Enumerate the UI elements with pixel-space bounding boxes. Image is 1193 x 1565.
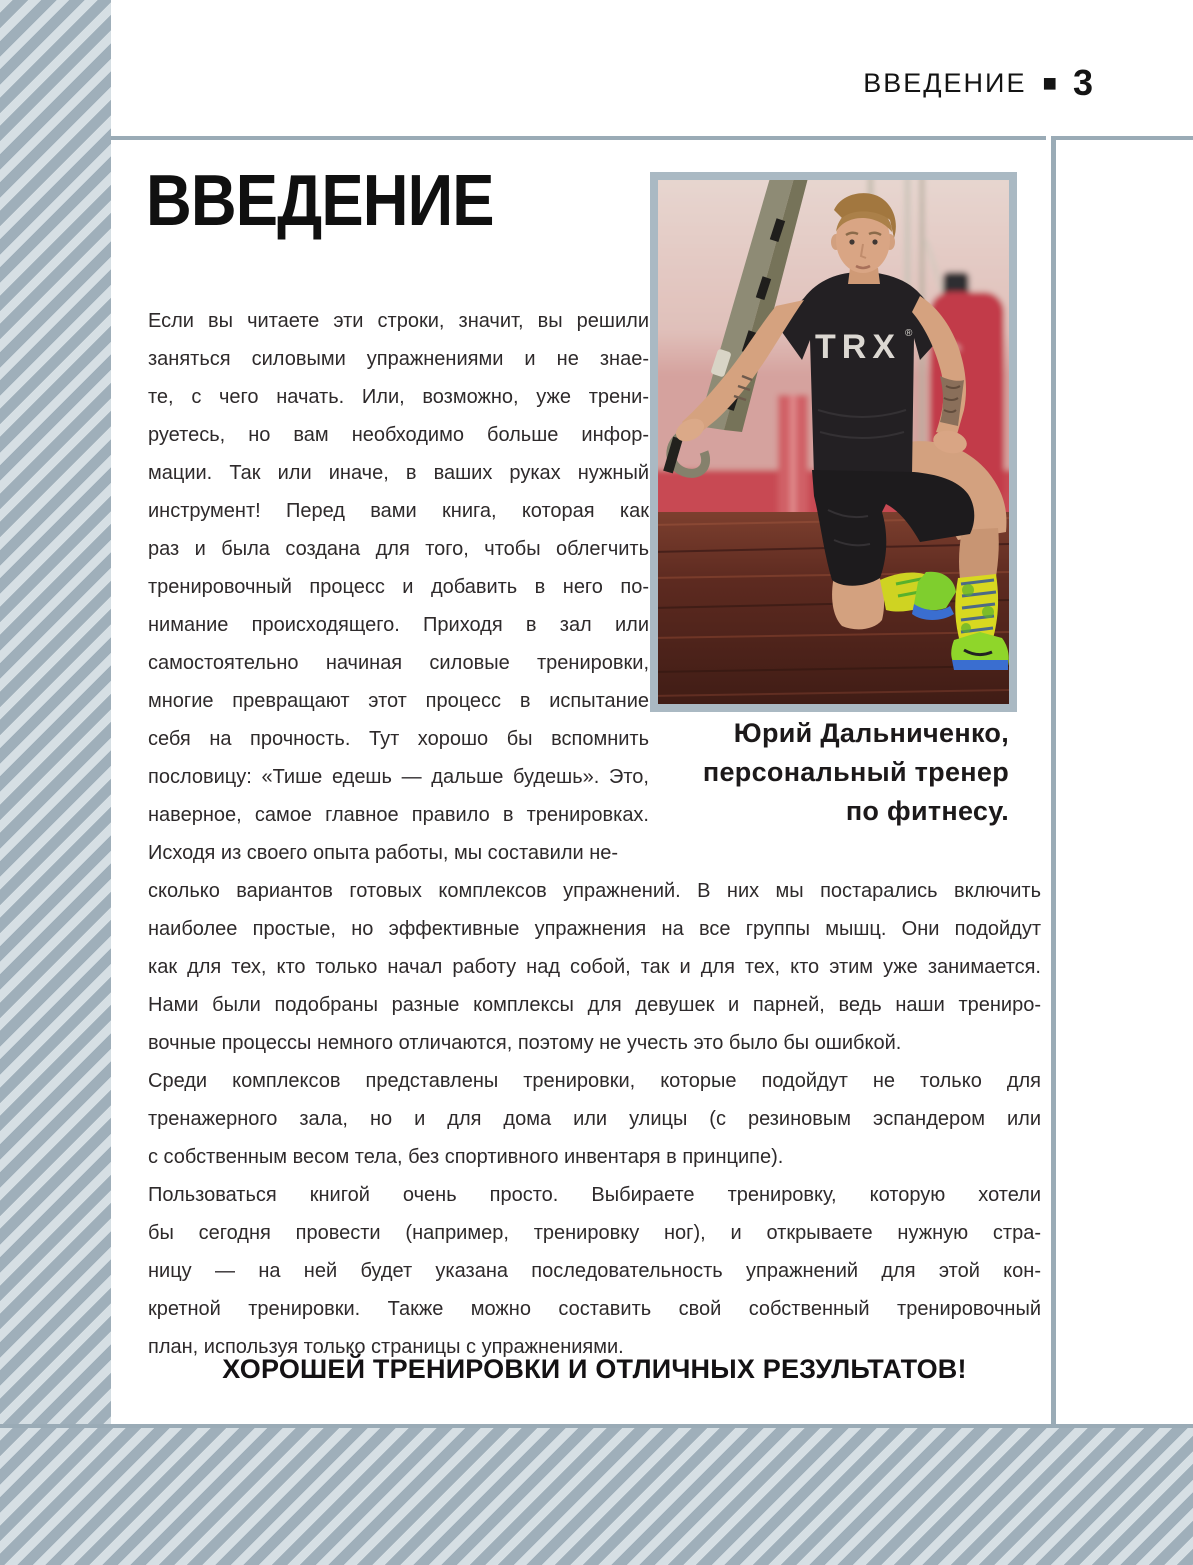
text-line: себя на прочность. Тут хорошо бы вспомнить <box>148 728 649 750</box>
text-line: как для тех, кто только начал работу над собой, так и для тех, кто этим уже занимается. <box>148 956 1041 978</box>
text-line: вочные процессы немного отличаются, поэтому не учесть это было бы ошибкой. <box>148 1032 902 1054</box>
left-stripe-band <box>0 0 111 1424</box>
text-line: тренажерного зала, но и для дома или улицы (с резиновым эспандером или <box>148 1108 1041 1130</box>
running-head <box>863 62 1093 104</box>
shirt-logo-trademark: ® <box>905 328 913 339</box>
text-line: Нами были подобраны разные комплексы для девушек и парней, ведь наши трениро- <box>148 994 1041 1016</box>
body-text-full-width <box>148 872 1041 1366</box>
text-line: мации. Так или иначе, в ваших руках нужный <box>148 462 649 484</box>
text-line: нимание происходящего. Приходя в зал или <box>148 614 649 636</box>
text-line: раз и была создана для того, чтобы облегчить <box>148 538 649 560</box>
header-rule-right <box>1056 136 1193 140</box>
text-line: наиболее простые, но эффективные упражнения на все группы мышц. Они подойдут <box>148 918 1041 940</box>
caption-line: Юрий Дальниченко, <box>733 718 1009 748</box>
body-text-narrow-column <box>148 302 649 872</box>
text-line: бы сегодня провести (например, тренировку ног), и открываете нужную стра- <box>148 1222 1041 1244</box>
photo-caption <box>650 714 1009 831</box>
text-line: план, используя только страницы с упражнениями. <box>148 1336 624 1358</box>
right-vertical-rule <box>1051 136 1056 1424</box>
header-rule-left <box>111 136 1046 140</box>
text-line: кретной тренировки. Также можно составить свой собственный тренировочный <box>148 1298 1041 1320</box>
text-line: пословицу: «Тише едешь — дальше будешь». Это, <box>148 766 649 788</box>
text-line: тренировочный процесс и добавить в него по- <box>148 576 649 598</box>
text-line: инструмент! Перед вами книга, которая как <box>148 500 649 522</box>
text-line: те, с чего начать. Или, возможно, уже трени- <box>148 386 649 408</box>
closing-statement: ХОРОШЕЙ ТРЕНИРОВКИ И ОТЛИЧНЫХ РЕЗУЛЬТАТОВ! <box>222 1354 967 1384</box>
bottom-stripe-band <box>0 1424 1193 1565</box>
text-line: с собственным весом тела, без спортивного инвентаря в принципе). <box>148 1146 784 1168</box>
text-line: Если вы читаете эти строки, значит, вы решили <box>148 310 649 332</box>
text-line: заняться силовыми упражнениями и не знае- <box>148 348 649 370</box>
running-head-section: ВВЕДЕНИЕ <box>863 67 1027 98</box>
chapter-title: ВВЕДЕНИЕ <box>146 161 494 241</box>
text-line: Пользоваться книгой очень просто. Выбираете тренировку, которую хотели <box>148 1184 1041 1206</box>
square-marker-icon: ■ <box>1042 70 1057 97</box>
text-line: многие превращают этот процесс в испытание <box>148 690 649 712</box>
text-line: сколько вариантов готовых комплексов упражнений. В них мы постарались включить <box>148 880 1041 902</box>
trainer-photo-illustration <box>658 180 1009 704</box>
caption-line: персональный тренер <box>702 757 1009 787</box>
trainer-photo <box>650 172 1017 712</box>
shirt-logo-text: TRX <box>815 328 901 366</box>
text-line: ницу — на ней будет указана последовательность упражнений для этой кон- <box>148 1260 1041 1282</box>
text-line: Исходя из своего опыта работы, мы составили не- <box>148 842 619 864</box>
text-line: самостоятельно начиная силовые тренировки, <box>148 652 649 674</box>
caption-line: по фитнесу. <box>845 796 1009 826</box>
text-line: Среди комплексов представлены тренировки, которые подойдут не только для <box>148 1070 1041 1092</box>
text-line: руетесь, но вам необходимо больше инфор- <box>148 424 649 446</box>
text-line: наверное, самое главное правило в тренировках. <box>148 804 649 826</box>
page-number: 3 <box>1072 62 1093 103</box>
